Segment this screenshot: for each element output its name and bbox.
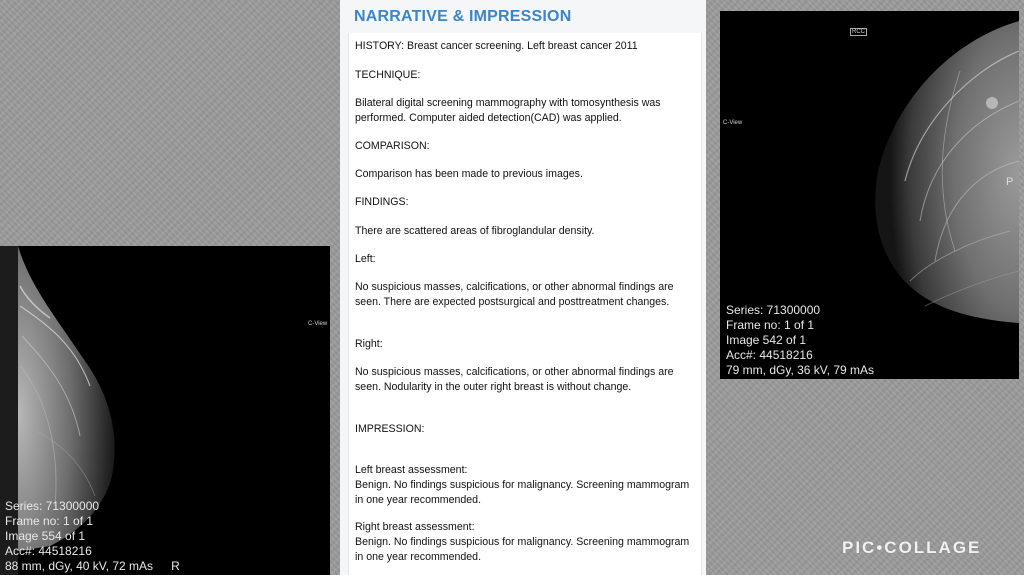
findings-heading: FINDINGS: xyxy=(355,196,409,208)
left-image-info xyxy=(5,499,180,574)
left-findings-text: No suspicious masses, calcifications, or other abnormal findings are seen. There are expected postsurgical and posttreatment changes. xyxy=(355,281,674,308)
technique-text: Bilateral digital screening mammography with tomosynthesis was performed. Computer aided detection(CAD) was applied. xyxy=(355,97,661,124)
right-image-info xyxy=(726,303,874,378)
impression-heading: IMPRESSION: xyxy=(355,423,425,435)
left-heading: Left: xyxy=(355,253,376,265)
left-info-frame: Frame no: 1 of 1 xyxy=(5,514,94,528)
report-body xyxy=(348,33,702,575)
technique-heading: TECHNIQUE: xyxy=(355,69,421,81)
report-title: NARRATIVE & IMPRESSION xyxy=(354,8,572,25)
pic-collage-watermark: PIC•COLLAGE xyxy=(842,538,982,557)
left-mammogram-panel[interactable] xyxy=(0,246,330,575)
right-assessment-text: Benign. No findings suspicious for malignancy. Screening mammogram in one year recommended. xyxy=(355,536,690,563)
left-info-params-text: 88 mm, dGy, 40 kV, 72 mAs xyxy=(5,559,154,573)
right-side-marker: P xyxy=(1006,176,1014,188)
right-findings-text: No suspicious masses, calcifications, or other abnormal findings are seen. Nodularity in the outer right breast is without change. xyxy=(355,366,674,393)
right-orientation-label: RCC xyxy=(852,29,865,35)
right-info-image: Image 542 of 1 xyxy=(726,333,807,347)
left-view-label: C-View xyxy=(308,321,328,327)
history-line: HISTORY: Breast cancer screening. Left breast cancer 2011 xyxy=(355,40,638,52)
right-heading: Right: xyxy=(355,338,383,350)
right-info-series: Series: 71300000 xyxy=(726,303,821,317)
right-assessment-heading: Right breast assessment: xyxy=(355,521,475,533)
left-assessment-text: Benign. No findings suspicious for malignancy. Screening mammogram in one year recommended. xyxy=(355,479,690,506)
right-view-label: C-View xyxy=(723,120,743,126)
right-mammogram-panel[interactable] xyxy=(720,11,1019,379)
right-info-acc: Acc#: 44518216 xyxy=(726,348,813,362)
left-info-acc: Acc#: 44518216 xyxy=(5,544,92,558)
left-assessment-heading: Left breast assessment: xyxy=(355,464,468,476)
left-info-params xyxy=(5,559,180,574)
left-info-series: Series: 71300000 xyxy=(5,499,100,513)
comparison-text: Comparison has been made to previous images. xyxy=(355,168,583,180)
right-info-params: 79 mm, dGy, 36 kV, 79 mAs xyxy=(726,363,875,377)
left-info-image: Image 554 of 1 xyxy=(5,529,86,543)
findings-text: There are scattered areas of fibroglandular density. xyxy=(355,225,595,237)
right-info-frame: Frame no: 1 of 1 xyxy=(726,318,815,332)
report-card xyxy=(340,0,706,575)
comparison-heading: COMPARISON: xyxy=(355,140,430,152)
left-laterality: R xyxy=(171,559,180,573)
